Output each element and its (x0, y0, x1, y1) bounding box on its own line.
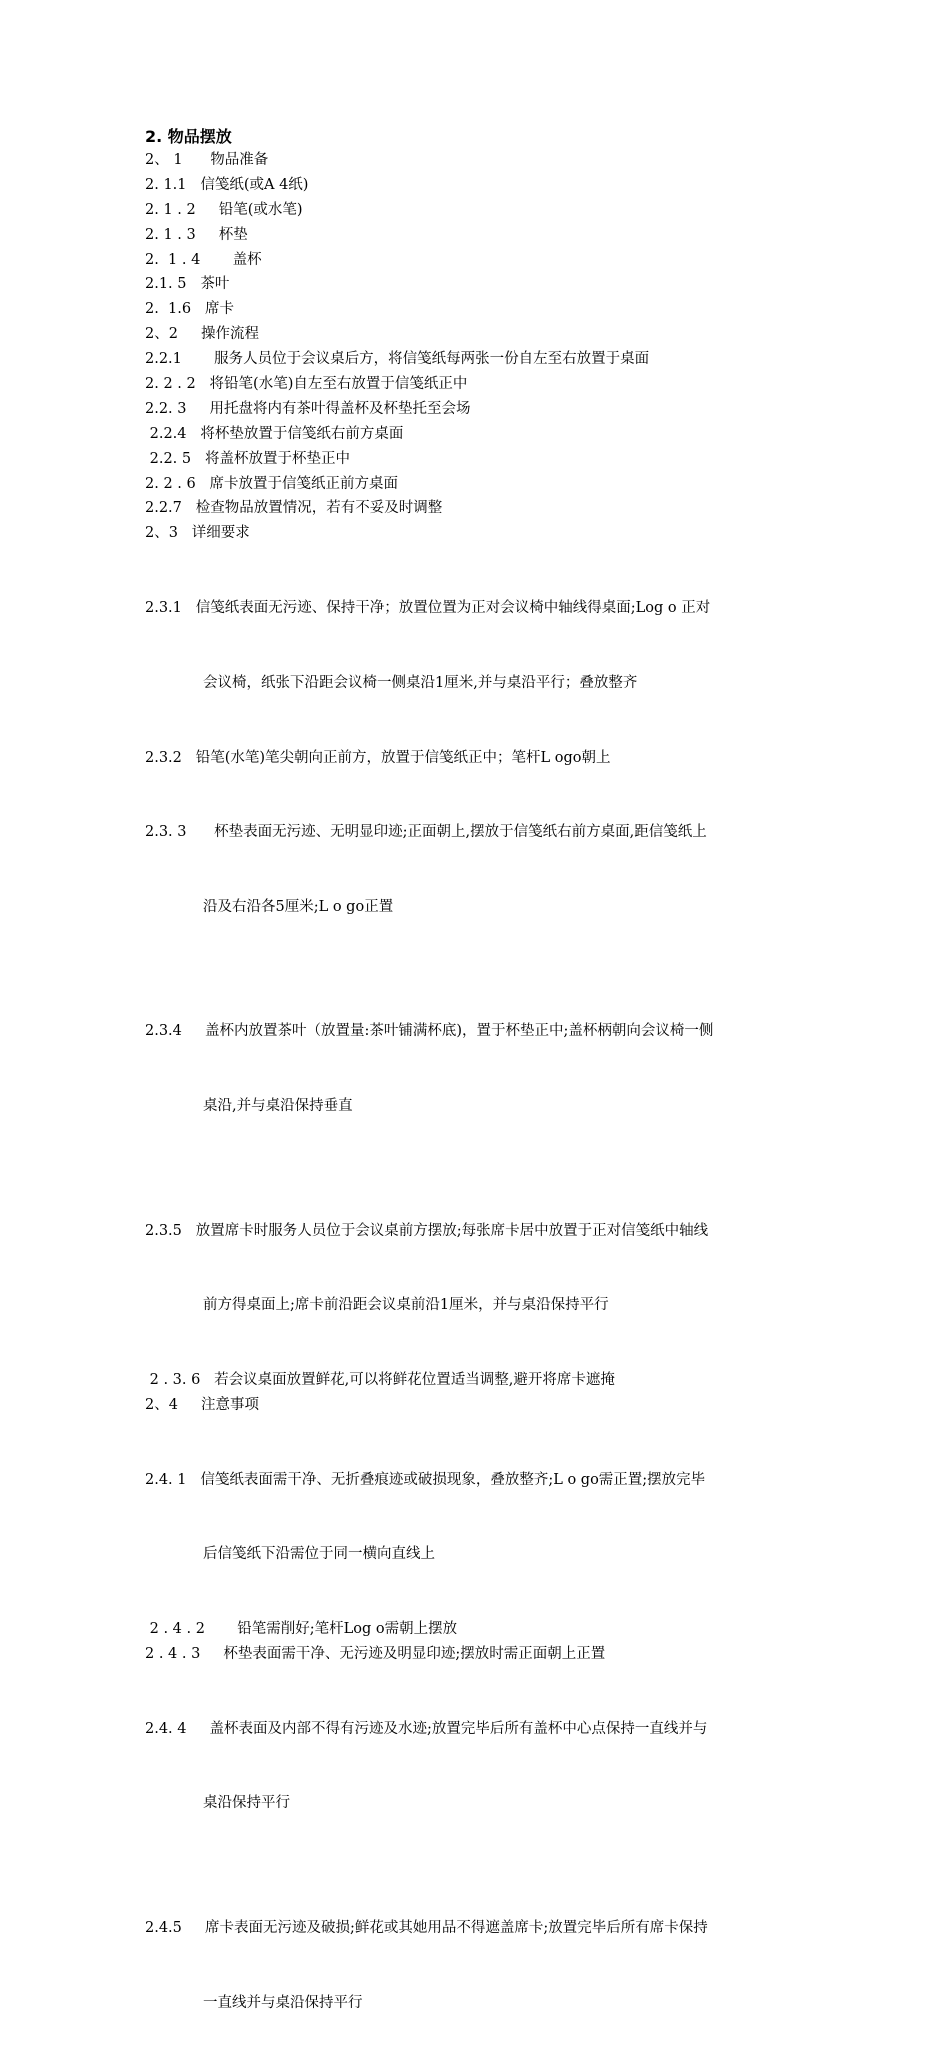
item-2-4-5 (145, 1866, 815, 2065)
item-2-1-6: 2. 1.6 席卡 (145, 301, 234, 318)
item-2-3-4-line-2: 桌沿,并与桌沿保持垂直 (203, 1098, 353, 1115)
item-2-3-1-line-1: 2.3.1 信笺纸表面无污迹、保持干净；放置位置为正对会议椅中轴线得桌面;Log o 正对 (145, 600, 711, 617)
item-2-1: 2、 1 物品准备 (145, 152, 269, 168)
item-2-1-1: 2. 1.1 信笺纸(或A 4纸) (145, 176, 309, 193)
item-2-2-7: 2.2.7 检查物品放置情况，若有不妥及时调整 (145, 500, 443, 517)
item-2-4-4 (145, 1667, 815, 1866)
item-2-4-4-line-2: 桌沿保持平行 (203, 1795, 290, 1812)
item-2-2-2: 2. 2 . 2 将铅笔(水笔)自左至右放置于信笺纸正中 (145, 376, 468, 393)
item-2-4: 2、4 注意事项 (145, 1397, 259, 1414)
item-2-2-1: 2.2.1 服务人员位于会议桌后方，将信笺纸每两张一份自左至右放置于桌面 (145, 351, 650, 368)
item-2-1-2: 2. 1 . 2 铅笔(或水笔) (145, 201, 303, 218)
item-2-3-3 (145, 770, 815, 969)
item-2-3-5-line-2: 前方得桌面上;席卡前沿距会议桌前沿1厘米，并与桌沿保持平行 (203, 1297, 609, 1314)
item-2-3-6: 2 . 3. 6 若会议桌面放置鲜花,可以将鲜花位置适当调整,避开将席卡遮掩 (145, 1372, 615, 1389)
item-2-2-6: 2. 2 . 6 席卡放置于信笺纸正前方桌面 (145, 475, 399, 492)
item-2-1-5: 2.1. 5 茶叶 (145, 276, 230, 293)
item-2-3-3-line-2: 沿及右沿各5厘米;L o go正置 (203, 898, 394, 915)
item-2-3-5-line-1: 2.3.5 放置席卡时服务人员位于会议桌前方摆放;每张席卡居中放置于正对信笺纸中轴线 (145, 1222, 709, 1239)
item-2-3-3-line-1: 2.3. 3 杯垫表面无污迹、无明显印迹;正面朝上,摆放于信笺纸右前方桌面,距信笺纸上 (145, 824, 707, 841)
item-2-3-5 (145, 1169, 815, 1368)
item-2-2-3: 2.2. 3 用托盘将内有茶叶得盖杯及杯垫托至会场 (145, 400, 471, 417)
item-2-2-4: 2.2.4 将杯垫放置于信笺纸右前方桌面 (145, 425, 404, 442)
item-2-3-2: 2.3.2 铅笔(水笔)笔尖朝向正前方，放置于信笺纸正中；笔杆L ogo朝上 (145, 749, 611, 766)
section-heading: 2. 物品摆放 (145, 127, 232, 146)
item-2-4-1-line-2: 后信笺纸下沿需位于同一横向直线上 (203, 1546, 435, 1563)
item-2-3-4-line-1: 2.3.4 盖杯内放置茶叶（放置量:茶叶铺满杯底)，置于杯垫正中;盖杯柄朝向会议椅一侧 (145, 1023, 714, 1040)
item-2-3-1 (145, 546, 815, 745)
section-content (145, 148, 815, 2065)
item-2-3: 2、3 详细要求 (145, 525, 250, 542)
item-2-4-5-line-1: 2.4.5 席卡表面无污迹及破损;鲜花或其她用品不得遮盖席卡;放置完毕后所有席卡保持 (145, 1920, 708, 1937)
item-2-4-1-line-1: 2.4. 1 信笺纸表面需干净、无折叠痕迹或破损现象，叠放整齐;L o go需正置;摆放完毕 (145, 1471, 706, 1488)
item-2-4-1 (145, 1418, 815, 1617)
item-2-3-1-line-2: 会议椅，纸张下沿距会议椅一侧桌沿1厘米,并与桌沿平行；叠放整齐 (203, 674, 638, 691)
item-2-3-4 (145, 970, 815, 1169)
item-2-2-5: 2.2. 5 将盖杯放置于杯垫正中 (145, 450, 350, 467)
item-2-2: 2、2 操作流程 (145, 326, 259, 343)
item-2-1-3: 2. 1 . 3 杯垫 (145, 226, 248, 243)
item-2-4-3: 2 . 4 . 3 杯垫表面需干净、无污迹及明显印迹;摆放时需正面朝上正置 (145, 1646, 606, 1663)
item-2-1-4: 2. 1 . 4 盖杯 (145, 251, 262, 268)
item-2-4-2: 2 . 4 . 2 铅笔需削好;笔杆Log o需朝上摆放 (145, 1621, 458, 1638)
item-2-4-4-line-1: 2.4. 4 盖杯表面及内部不得有污迹及水迹;放置完毕后所有盖杯中心点保持一直线并与 (145, 1720, 708, 1737)
item-2-4-5-line-2: 一直线并与桌沿保持平行 (203, 1994, 363, 2011)
